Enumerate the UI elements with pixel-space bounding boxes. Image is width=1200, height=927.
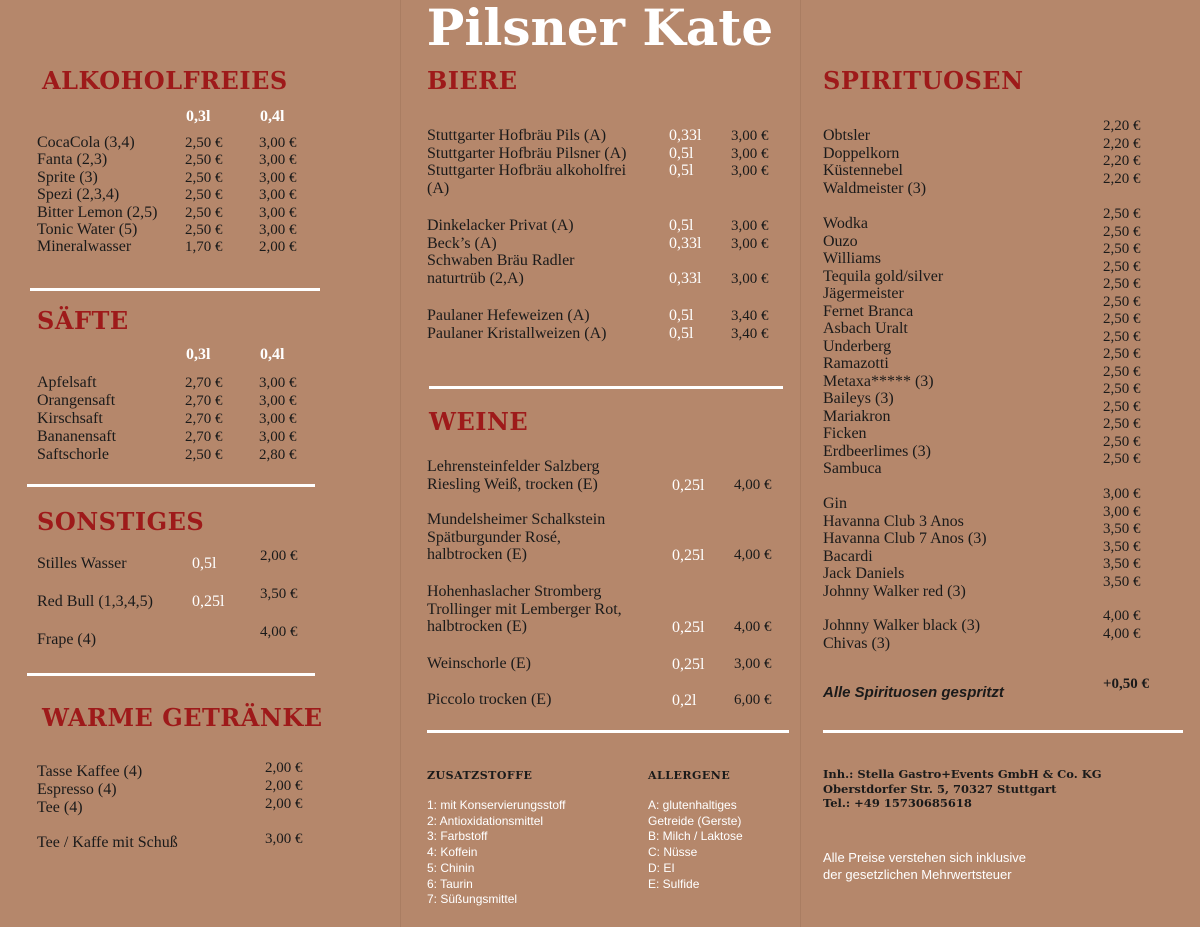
item-name: Tee / Kaffe mit Schuß	[37, 834, 178, 851]
item-name: Kirschsaft	[37, 410, 103, 427]
item-name: Espresso (4)	[37, 781, 117, 798]
spirit-price: 2,50 €	[1103, 363, 1141, 380]
spirit-name: Küstennebel	[823, 162, 903, 179]
item-price: 2,00 €	[265, 796, 303, 812]
item-name: Tonic Water (5)	[37, 221, 138, 238]
column-divider-left	[400, 0, 401, 927]
spirit-name: Havanna Club 7 Anos (3)	[823, 530, 987, 547]
beer-volume: 0,5l	[669, 307, 694, 324]
size-header-small: 0,3l	[186, 346, 211, 363]
legend-entry: A: glutenhaltiges	[648, 798, 737, 812]
item-price-large: 3,00 €	[259, 393, 297, 409]
beer-name: Beck’s (A)	[427, 235, 497, 252]
footer-line: Alle Preise verstehen sich inklusive	[823, 850, 1027, 865]
wine-name: Hohenhaslacher Stromberg	[427, 583, 602, 600]
section-title-weine: WEINE	[429, 407, 529, 436]
spirit-name: Mariakron	[823, 407, 891, 425]
beer-name: Paulaner Kristallweizen (A)	[427, 325, 607, 342]
item-price: 2,00 €	[265, 778, 303, 794]
spirit-name: Baileys (3)	[823, 390, 894, 407]
spirit-price: 2,50 €	[1103, 328, 1141, 345]
spirit-name: Fernet Branca	[823, 302, 914, 320]
spirit-price: 4,00 €	[1103, 625, 1141, 642]
spirit-price: 3,50 €	[1103, 521, 1141, 537]
item-price: 3,50 €	[260, 586, 298, 602]
wine-name: Trollinger mit Lemberger Rot,	[427, 600, 622, 618]
spirit-name: Williams	[823, 250, 882, 267]
spirit-price: 2,50 €	[1103, 223, 1141, 240]
beer-name: Stuttgarter Hofbräu Pils (A)	[427, 127, 607, 144]
zusatzstoffe-title: ZUSATZSTOFFE	[427, 769, 533, 782]
spirit-price: 3,50 €	[1103, 538, 1141, 555]
legend-entry: 4: Koffein	[427, 845, 478, 860]
spirit-name: Ficken	[823, 425, 867, 442]
wine-price: 4,00 €	[734, 547, 772, 563]
item-price-small: 2,50 €	[185, 152, 223, 169]
legend-entry: 5: Chinin	[427, 860, 475, 875]
item-name: Spezi (2,3,4)	[37, 186, 120, 204]
wine-name: Mundelsheimer Schalkstein	[427, 511, 606, 528]
spirit-name: Doppelkorn	[823, 144, 900, 162]
size-header-large: 0,4l	[260, 346, 285, 363]
spirit-price: 3,00 €	[1103, 486, 1141, 502]
size-header-large: 0,4l	[260, 108, 285, 125]
item-name: Frape (4)	[37, 631, 97, 648]
beer-price: 3,00 €	[731, 271, 769, 287]
wine-name: Piccolo trocken (E)	[427, 691, 552, 708]
beer-price: 3,00 €	[731, 236, 769, 252]
legend-entry: 6: Taurin	[427, 876, 473, 891]
spirit-price: 4,00 €	[1103, 608, 1141, 624]
spirit-name: Underberg	[823, 337, 892, 355]
spirit-price: 2,50 €	[1103, 381, 1141, 397]
spirit-price: 2,20 €	[1103, 135, 1141, 152]
beer-price: 3,00 €	[731, 163, 769, 179]
item-price-small: 2,70 €	[185, 429, 223, 445]
spirit-name: Tequila gold/silver	[823, 267, 944, 285]
spirit-name: Gin	[823, 495, 847, 512]
item-price: 3,00 €	[265, 831, 303, 847]
spirit-name: Havanna Club 3 Anos	[823, 512, 964, 530]
allergene-title: ALLERGENE	[648, 769, 731, 782]
section-title-saefte: SÄFTE	[37, 306, 129, 335]
wine-name: Spätburgunder Rosé,	[427, 528, 561, 546]
spirit-name: Sambuca	[823, 460, 882, 477]
spirit-price: 2,50 €	[1103, 258, 1141, 275]
item-volume: 0,5l	[192, 555, 217, 572]
item-price: 2,00 €	[260, 548, 298, 564]
section-rule	[27, 673, 315, 676]
spirit-price: 2,50 €	[1103, 346, 1141, 362]
section-title-warme-getraenke: WARME GETRÄNKE	[42, 703, 323, 732]
item-name: Tee (4)	[37, 799, 83, 816]
legend-entry: D: EI	[648, 860, 675, 875]
item-price-large: 2,80 €	[259, 447, 297, 463]
section-rule	[823, 730, 1183, 733]
section-rule	[429, 386, 783, 389]
legend-entry: E: Sulfide	[648, 876, 700, 891]
wine-price: 6,00 €	[734, 692, 772, 708]
item-name: Red Bull (1,3,4,5)	[37, 593, 153, 610]
beer-name-continued: naturtrüb (2,A)	[427, 269, 524, 287]
beer-name-continued: (A)	[427, 179, 450, 197]
item-name: Bananensaft	[37, 428, 117, 445]
item-price-large: 3,00 €	[259, 169, 297, 186]
beer-price: 3,00 €	[731, 128, 769, 144]
section-title-spirituosen: SPIRITUOSEN	[823, 66, 1024, 95]
item-price-small: 2,50 €	[185, 204, 223, 221]
item-price-small: 2,50 €	[185, 135, 223, 151]
beer-name: Paulaner Hefeweizen (A)	[427, 307, 590, 324]
beer-volume: 0,5l	[669, 217, 694, 234]
spirit-name: Ramazotti	[823, 355, 889, 372]
beer-name: Schwaben Bräu Radler	[427, 252, 575, 269]
wine-name: Weinschorle (E)	[427, 655, 531, 672]
spirituosen-note-price: +0,50 €	[1103, 676, 1150, 692]
legend-entry: 7: Süßungsmittel	[427, 892, 518, 907]
item-name: Tasse Kaffee (4)	[37, 763, 143, 780]
column-divider-right	[800, 0, 801, 927]
spirit-price: 2,20 €	[1103, 153, 1141, 169]
legend-entry: C: Nüsse	[648, 845, 698, 860]
wine-volume: 0,25l	[672, 619, 705, 636]
item-price-large: 3,00 €	[259, 187, 297, 204]
item-price-small: 1,70 €	[185, 239, 223, 256]
legend-entry: Getreide (Gerste)	[648, 813, 742, 828]
wine-name: Lehrensteinfelder Salzberg	[427, 458, 600, 475]
item-price-small: 2,50 €	[185, 447, 223, 463]
spirit-price: 2,20 €	[1103, 170, 1141, 187]
item-volume: 0,25l	[192, 593, 225, 610]
spirit-name: Erdbeerlimes (3)	[823, 442, 931, 460]
section-title-sonstiges: SONSTIGES	[37, 507, 205, 536]
wine-volume: 0,25l	[672, 547, 705, 564]
section-rule	[27, 484, 315, 487]
item-price-large: 3,00 €	[259, 429, 297, 445]
beer-price: 3,00 €	[731, 145, 769, 162]
wine-price: 4,00 €	[734, 619, 772, 635]
spirit-name: Johnny Walker red (3)	[823, 582, 966, 600]
legend-entry: 2: Antioxidationsmittel	[427, 813, 544, 828]
item-price: 4,00 €	[260, 624, 298, 640]
legend-entry: 3: Farbstoff	[427, 829, 488, 844]
item-price-large: 3,00 €	[259, 222, 297, 238]
wine-price: 4,00 €	[734, 476, 772, 493]
item-name: CocaCola (3,4)	[37, 134, 135, 151]
section-rule	[427, 730, 789, 733]
footer-line: der gesetzlichen Mehrwertsteuer	[823, 867, 1012, 882]
item-name: Saftschorle	[37, 446, 109, 463]
wine-price: 3,00 €	[734, 656, 772, 672]
spirit-name: Bacardi	[823, 547, 873, 565]
spirit-name: Metaxa***** (3)	[823, 372, 934, 390]
owner-line: Inh.: Stella Gastro+Events GmbH & Co. KG	[823, 767, 1102, 781]
item-price-large: 2,00 €	[259, 239, 297, 256]
item-price-large: 3,00 €	[259, 204, 297, 221]
beer-price: 3,00 €	[731, 218, 769, 234]
item-name: Orangensaft	[37, 392, 116, 409]
spirit-price: 2,20 €	[1103, 118, 1141, 134]
spirit-price: 3,50 €	[1103, 573, 1141, 590]
spirit-price: 2,50 €	[1103, 433, 1141, 450]
item-price: 2,00 €	[265, 760, 303, 776]
spirit-name: Jägermeister	[823, 285, 904, 302]
item-name: Fanta (2,3)	[37, 151, 108, 169]
spirit-price: 2,50 €	[1103, 416, 1141, 432]
spirit-name: Jack Daniels	[823, 565, 905, 582]
spirit-price: 2,50 €	[1103, 398, 1141, 415]
spirit-price: 2,50 €	[1103, 311, 1141, 327]
wine-name: Riesling Weiß, trocken (E)	[427, 475, 598, 493]
wine-volume: 0,25l	[672, 476, 705, 494]
item-price-small: 2,50 €	[185, 187, 223, 204]
spirit-price: 2,50 €	[1103, 241, 1141, 257]
section-title-alkoholfreies: ALKOHOLFREIES	[42, 66, 288, 95]
spirit-price: 2,50 €	[1103, 451, 1141, 467]
item-price-small: 2,70 €	[185, 393, 223, 409]
item-price-large: 3,00 €	[259, 135, 297, 151]
beer-price: 3,40 €	[731, 326, 769, 342]
item-price-small: 2,70 €	[185, 411, 223, 427]
spirit-name: Obtsler	[823, 127, 871, 144]
beer-name: Stuttgarter Hofbräu alkoholfrei	[427, 162, 627, 179]
spirituosen-note: Alle Spirituosen gespritzt	[823, 684, 1004, 701]
item-price-large: 3,00 €	[259, 375, 297, 391]
spirit-name: Chivas (3)	[823, 634, 891, 652]
item-price-small: 2,50 €	[185, 169, 223, 186]
item-price-large: 3,00 €	[259, 152, 297, 169]
spirit-price: 2,50 €	[1103, 276, 1141, 292]
item-price-small: 2,70 €	[185, 375, 223, 391]
beer-name: Stuttgarter Hofbräu Pilsner (A)	[427, 144, 627, 162]
item-name: Bitter Lemon (2,5)	[37, 203, 158, 221]
wine-name: halbtrocken (E)	[427, 618, 527, 635]
spirit-name: Johnny Walker black (3)	[823, 617, 981, 634]
beer-volume: 0,33l	[669, 270, 702, 287]
item-price-small: 2,50 €	[185, 222, 223, 238]
owner-line: Tel.: +49 15730685618	[823, 796, 972, 810]
beer-price: 3,40 €	[731, 308, 769, 324]
spirit-price: 3,50 €	[1103, 556, 1141, 572]
size-header-small: 0,3l	[186, 108, 211, 125]
beer-volume: 0,5l	[669, 325, 694, 342]
spirit-price: 2,50 €	[1103, 293, 1141, 310]
item-name: Stilles Wasser	[37, 555, 127, 572]
item-price-large: 3,00 €	[259, 411, 297, 427]
spirit-name: Wodka	[823, 215, 868, 232]
wine-volume: 0,2l	[672, 692, 697, 709]
spirit-name: Waldmeister (3)	[823, 179, 927, 197]
page-title: Pilsner Kate	[426, 0, 774, 57]
item-name: Apfelsaft	[37, 374, 97, 391]
spirit-price: 3,00 €	[1103, 503, 1141, 520]
item-name: Sprite (3)	[37, 168, 98, 186]
owner-line: Oberstdorfer Str. 5, 70327 Stuttgart	[823, 781, 1057, 796]
beer-name: Dinkelacker Privat (A)	[427, 217, 574, 234]
beer-volume: 0,5l	[669, 162, 694, 179]
item-name: Mineralwasser	[37, 238, 132, 256]
legend-entry: 1: mit Konservierungsstoff	[427, 798, 566, 812]
section-rule	[30, 288, 320, 291]
beer-volume: 0,33l	[669, 127, 702, 144]
spirit-name: Asbach Uralt	[823, 320, 908, 337]
beer-volume: 0,33l	[669, 235, 702, 252]
legend-entry: B: Milch / Laktose	[648, 829, 743, 844]
wine-volume: 0,25l	[672, 656, 705, 673]
wine-name: halbtrocken (E)	[427, 546, 527, 563]
spirit-price: 2,50 €	[1103, 206, 1141, 222]
spirit-name: Ouzo	[823, 232, 858, 250]
beer-volume: 0,5l	[669, 144, 694, 162]
section-title-biere: BIERE	[427, 66, 518, 95]
